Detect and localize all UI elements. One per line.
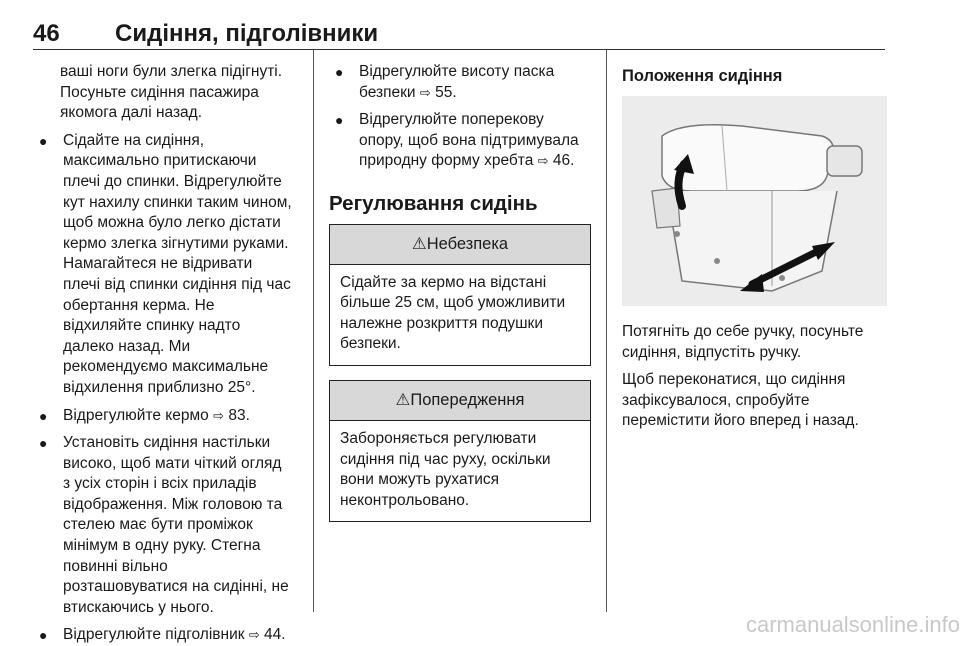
seat-illustration bbox=[622, 96, 887, 306]
subsection-title: Положення сидіння bbox=[622, 67, 783, 85]
body-line: перемістити його вперед і назад. bbox=[622, 412, 859, 430]
bullet-text: Відрегулюйте кермо bbox=[63, 406, 209, 424]
danger-line: більше 25 см, щоб уможливити bbox=[340, 294, 566, 312]
body-line: Щоб переконатися, що сидіння bbox=[622, 371, 846, 389]
bullet-line: високо, щоб мати чіткий огляд bbox=[63, 454, 282, 472]
bullet-line: Установіть сидіння настільки bbox=[63, 434, 271, 452]
danger-title: Небезпека bbox=[426, 234, 509, 253]
warning-header bbox=[330, 381, 590, 421]
bullet-icon: ● bbox=[335, 64, 344, 80]
bullet-line: втискаючись у нього. bbox=[63, 598, 214, 616]
body-line: Потягніть до себе ручку, посуньте bbox=[622, 323, 864, 340]
warning-line: Забороняється регулювати bbox=[340, 429, 537, 447]
danger-line: належне розкриття подушки bbox=[340, 314, 543, 332]
bullet-line: щоб можна було легко дістати bbox=[63, 214, 281, 232]
danger-line: безпеки. bbox=[340, 335, 401, 353]
column-right-text bbox=[622, 322, 892, 432]
intro-line: Посуньте сидіння пасажира bbox=[60, 83, 259, 101]
page-reference[interactable]: 83. bbox=[228, 406, 250, 424]
bullet-line: природну форму хребта bbox=[359, 152, 534, 170]
page-reference[interactable]: 44. bbox=[264, 626, 286, 644]
bullet-line: відхиляйте спинку надто bbox=[63, 317, 241, 335]
page-number: 46 bbox=[33, 20, 60, 47]
bullet-line: безпеки bbox=[359, 83, 416, 101]
bullet-line: плечі від спинки сидіння під час bbox=[63, 275, 291, 293]
page-title: Сидіння, підголівники bbox=[115, 20, 379, 47]
column-left bbox=[39, 62, 313, 646]
reference-arrow-icon: ⇨ bbox=[537, 153, 549, 169]
warning-box bbox=[329, 380, 591, 522]
warning-title: Попередження bbox=[410, 390, 525, 409]
bullet-icon: ● bbox=[39, 407, 48, 424]
body-line: зафіксувалося, спробуйте bbox=[622, 391, 810, 409]
reference-arrow-icon: ⇨ bbox=[213, 407, 225, 423]
warning-body bbox=[330, 421, 590, 521]
bullet-icon: ● bbox=[39, 435, 48, 452]
danger-box bbox=[329, 224, 591, 366]
bullet-line: розташовуватися на сидінні, не bbox=[63, 578, 289, 596]
bullet-text: Відрегулюйте підголівник bbox=[63, 626, 245, 644]
danger-body bbox=[330, 265, 590, 365]
bullet-line: плечі до спинки. Відрегулюйте bbox=[63, 172, 282, 190]
list-item bbox=[329, 62, 591, 103]
list-item bbox=[329, 110, 591, 172]
column-divider bbox=[606, 50, 607, 612]
warning-line: вони можуть рухатися bbox=[340, 471, 500, 489]
bullet-line: мінімум в одну руку. Стегна bbox=[63, 537, 261, 555]
warning-triangle-icon: ⚠ bbox=[411, 234, 427, 253]
bullet-line: кермо злегка зігнутими руками. bbox=[63, 234, 289, 252]
page-reference[interactable]: 55. bbox=[435, 83, 457, 101]
bullet-icon: ● bbox=[335, 112, 344, 129]
bullet-icon: ● bbox=[39, 132, 48, 149]
bullet-line: відображення. Між головою та bbox=[63, 495, 283, 513]
warning-triangle-icon: ⚠ bbox=[395, 390, 411, 409]
column-middle bbox=[329, 62, 591, 522]
watermark: carmanualsonline.info bbox=[745, 612, 960, 637]
column-right bbox=[622, 66, 892, 87]
danger-header bbox=[330, 225, 590, 265]
bullet-line: рекомендуємо максимальне bbox=[63, 358, 269, 376]
bullet-line: з усіх сторін і всіх приладів bbox=[63, 475, 257, 493]
list-item bbox=[33, 406, 313, 427]
bullet-line: стелею має бути проміжок bbox=[63, 516, 253, 534]
bullet-line: відхилення приблизно 25°. bbox=[63, 378, 256, 396]
intro-line: ваші ноги були злегка підігнуті. bbox=[60, 63, 283, 80]
bullet-line: обертання керма. Не bbox=[63, 296, 215, 314]
reference-arrow-icon: ⇨ bbox=[248, 627, 260, 643]
bullet-line: повинні вільно bbox=[63, 557, 168, 575]
warning-line: сидіння під час руху, оскільки bbox=[340, 450, 551, 468]
reference-arrow-icon: ⇨ bbox=[419, 84, 431, 100]
bullet-line: опору, щоб вона підтримувала bbox=[359, 131, 579, 149]
header-rule bbox=[33, 49, 885, 50]
warning-line: неконтрольовано. bbox=[340, 491, 470, 509]
page-reference[interactable]: 46. bbox=[552, 152, 575, 170]
danger-line: Сідайте за кермо на відстані bbox=[340, 273, 547, 291]
body-line: сидіння, відпустіть ручку. bbox=[622, 343, 802, 361]
bullet-line: максимально притискаючи bbox=[63, 152, 257, 170]
list-item bbox=[33, 131, 313, 399]
bullet-icon: ● bbox=[39, 627, 48, 644]
bullet-line: далеко назад. Ми bbox=[63, 337, 191, 355]
bullet-line: Сідайте на сидіння, bbox=[63, 131, 205, 149]
column-divider bbox=[313, 50, 314, 612]
list-item bbox=[33, 433, 313, 618]
bullet-line: Намагайтеся не відривати bbox=[63, 255, 253, 273]
bullet-line: Відрегулюйте висоту паска bbox=[359, 63, 555, 80]
bullet-line: кут нахилу спинки таким чином, bbox=[63, 193, 292, 211]
intro-line: якомога далі назад. bbox=[60, 104, 203, 122]
section-title: Регулювання сидінь bbox=[329, 191, 538, 215]
bullet-line: Відрегулюйте поперекову bbox=[359, 111, 544, 129]
seat-drawing bbox=[622, 96, 887, 306]
